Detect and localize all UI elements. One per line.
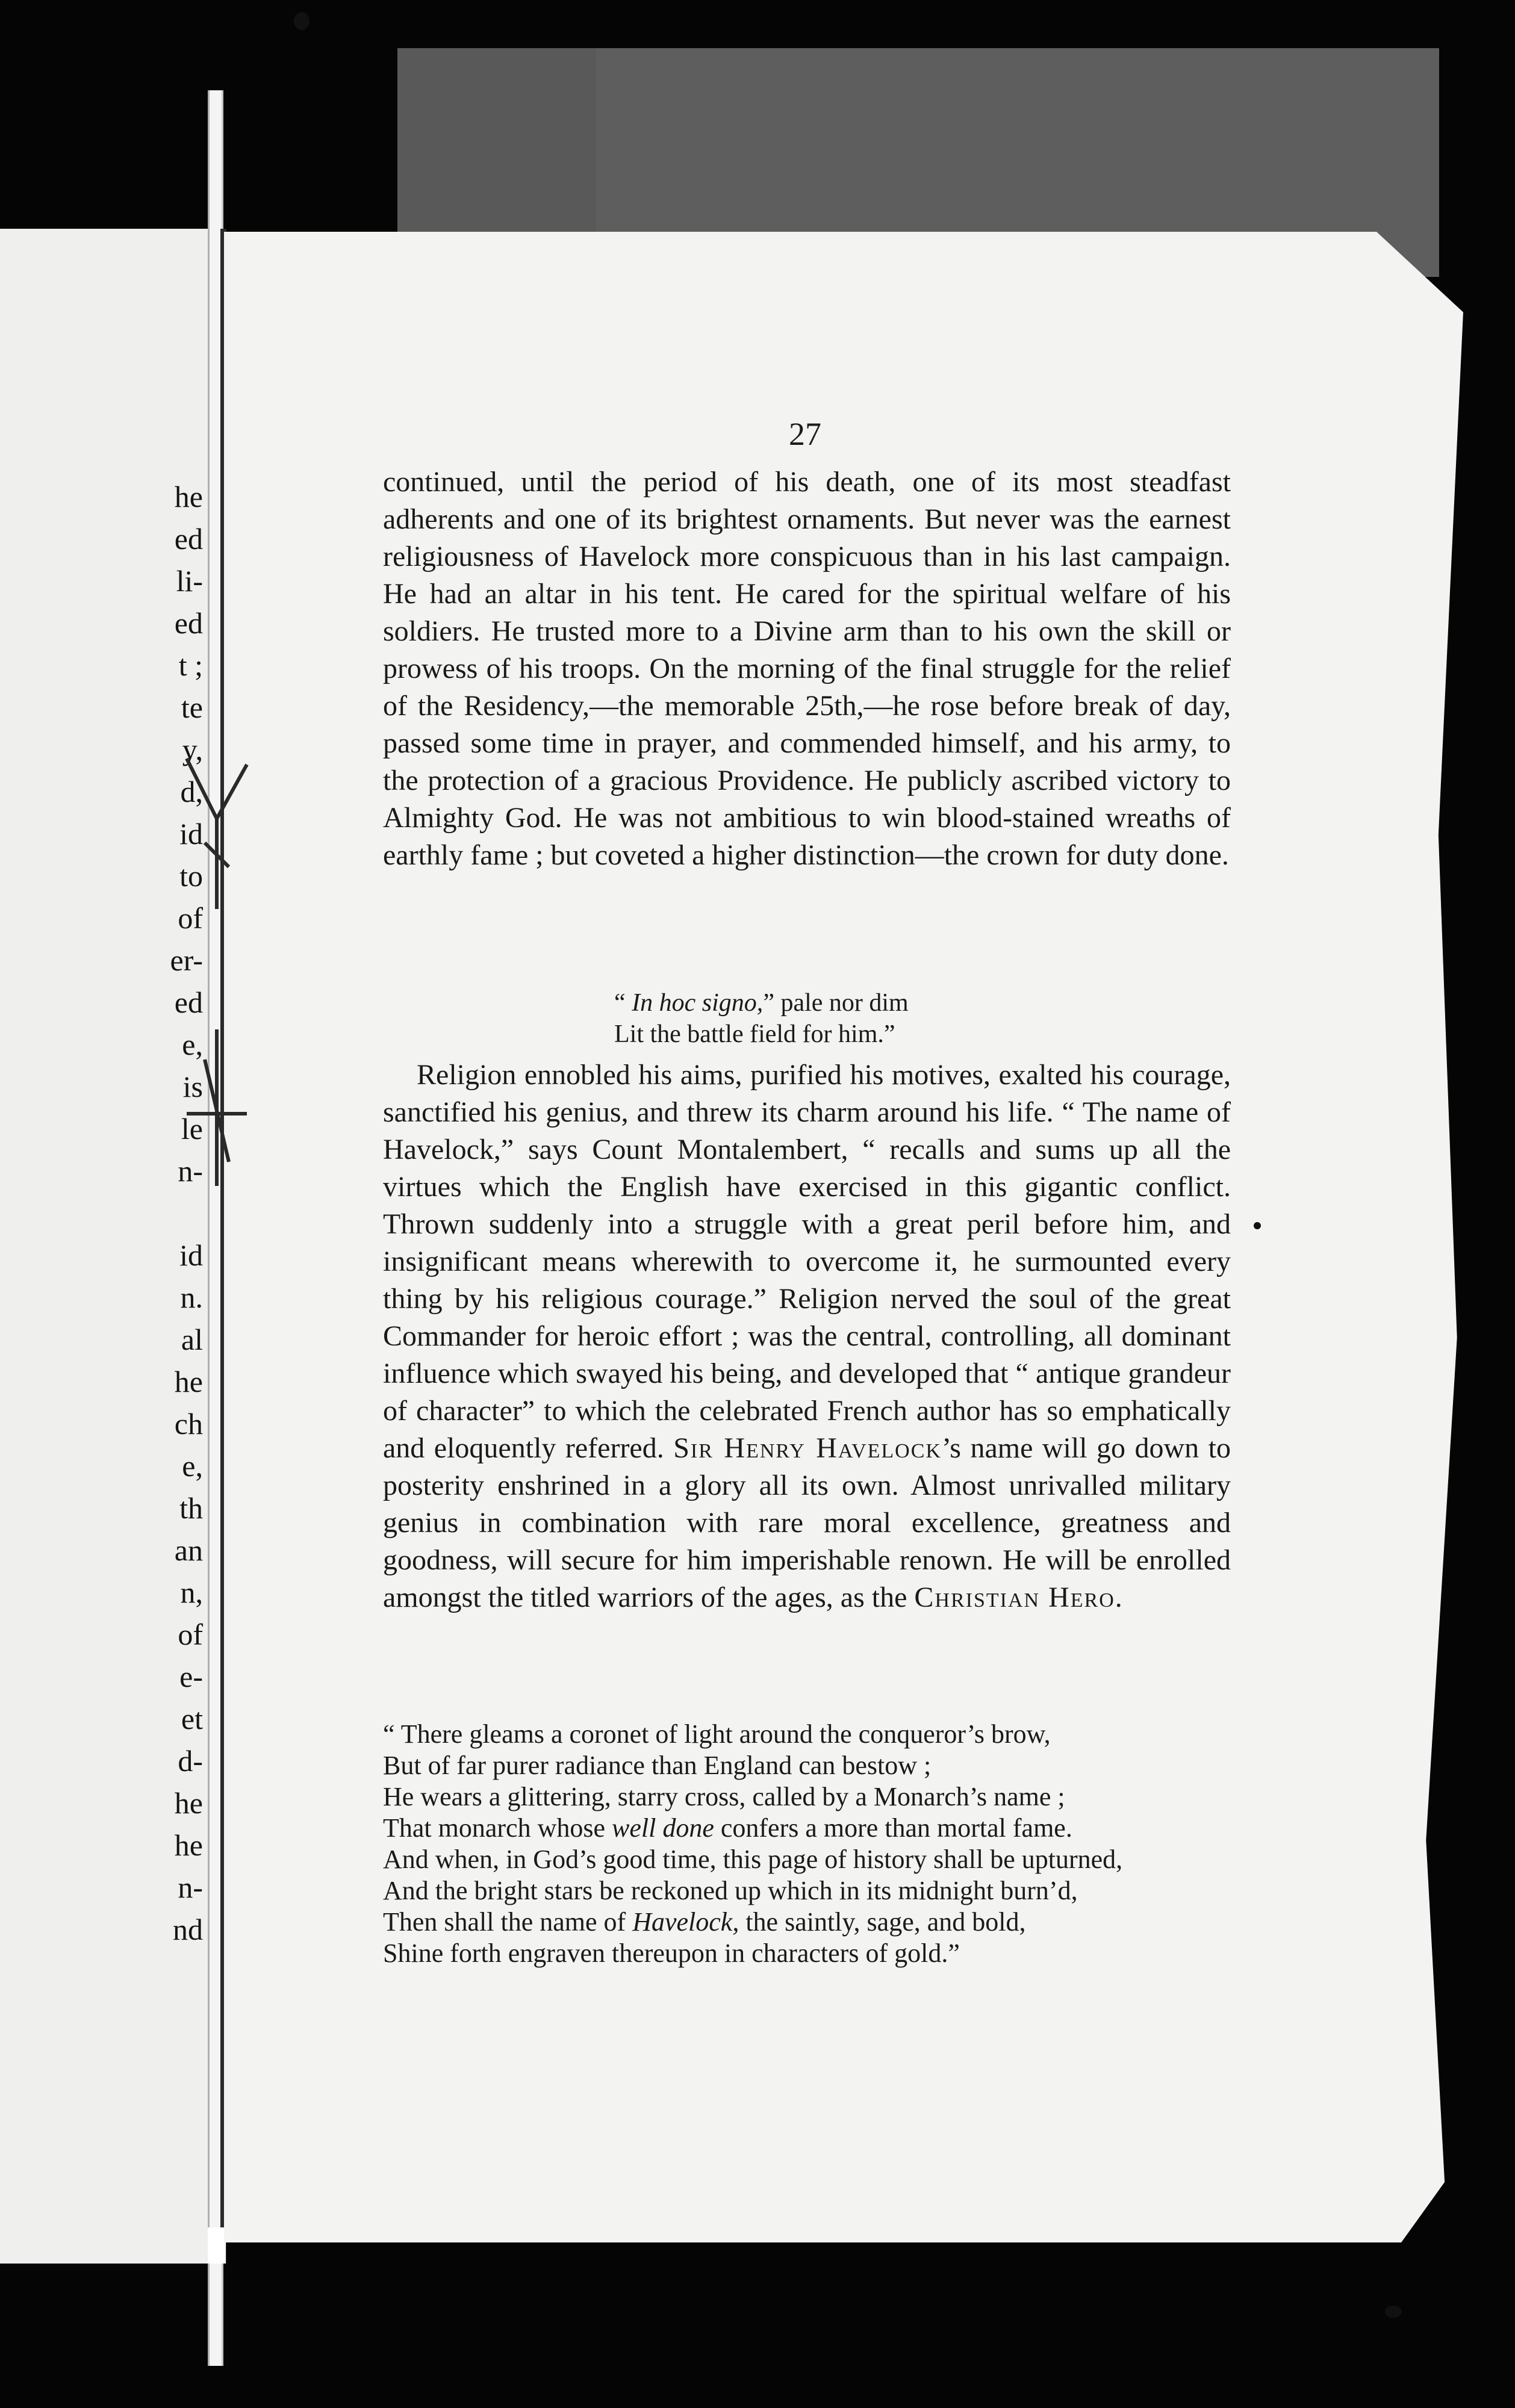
poem-line-1: “ There gleams a coronet of light around the conqueror’s brow, xyxy=(383,1719,1051,1749)
left-page-fragment: n- xyxy=(178,1870,203,1904)
left-page-fragment: n, xyxy=(180,1575,203,1609)
left-page-fragment: of xyxy=(178,1618,203,1651)
paragraph-1: continued, until the period of his death, one of its most steadfast adherents and one of its brightest ornaments. But never was the earnest religiousness of Havelock more conspicuous than in his last campaign. He had an altar in his tent. He cared for the spiritual welfare of his soldiers. He trusted more to a Divine arm than to his own the skill or prowess of his troops. On the morning of the final struggle for the relief of the Residency,—the memorable 25th,—he rose before break of day, passed some time in prayer, and commended himself, and his army, to the protection of a gracious Providence. He publicly ascribed victory to Almighty God. He was not ambitious to win blood-stained wreaths of earthly fame ; but coveted a higher distinction—the crown for duty done. xyxy=(383,466,1231,871)
left-page-fragment: he xyxy=(174,480,203,514)
left-page-fragment: of xyxy=(178,901,203,935)
scan-speck xyxy=(1385,2306,1402,2318)
poem-line-4: That monarch whose well done confers a more than mortal fame. xyxy=(383,1813,1072,1843)
left-page-fragment: al xyxy=(181,1323,203,1356)
left-page-fragment: he xyxy=(174,1365,203,1398)
left-page-fragment: y, xyxy=(182,733,203,766)
poem-line-3: He wears a glittering, starry cross, called by a Monarch’s name ; xyxy=(383,1782,1065,1811)
paragraph-2: Religion ennobled his aims, purified his motives, exalted his courage, sanctified his genius, and threw its charm around his life. “ The name of Havelock,” says Count Montalembert, “ recalls and sums up all the virtues which the English have exercised in this gigantic conflict. Thrown suddenly into a struggle with a great peril before him, and insignificant means wherewith to overcome it, he surmounted every thing by his religious courage.” Religion nerved the soul of the great Commander for heroic effort ; was the central, controlling, all dominant influence which swayed his being, and developed that “ antique grandeur of character” to which the celebrated French author has so emphatically and eloquently referred. Sir Henry Havelock’s name will go down to posterity enshrined in a glory all its own. Almost unrivalled military genius in combination with rare moral excellence, greatness and goodness, will secure for him imperishable renown. He will be enrolled amongst the titled warriors of the ages, as the Christian Hero. xyxy=(383,1059,1231,1613)
christian-hero: Christian Hero xyxy=(914,1581,1115,1613)
left-page-fragment: et xyxy=(181,1702,203,1736)
poem-line-2: But of far purer radiance than England can bestow ; xyxy=(383,1751,932,1780)
left-page-fragment: e- xyxy=(179,1660,203,1693)
left-page-fragment: d- xyxy=(178,1744,203,1778)
left-page-fragment: ed xyxy=(174,985,203,1019)
left-page-fragment: ed xyxy=(174,522,203,556)
left-page-fragment: ch xyxy=(174,1407,203,1441)
left-page-fragment: an xyxy=(174,1533,203,1567)
poem-line-7: Then shall the name of Havelock, the saintly, sage, and bold, xyxy=(383,1907,1026,1937)
closing-poem xyxy=(383,1719,1238,1969)
scan-speck xyxy=(294,12,310,30)
poem-line-8: Shine forth engraven thereupon in characters of gold.” xyxy=(383,1938,960,1968)
spine-band xyxy=(208,2227,226,2264)
page-number: 27 xyxy=(789,416,821,452)
left-page-fragment: id xyxy=(179,1238,203,1272)
scan-speck xyxy=(1254,1222,1261,1229)
left-page-fragment: he xyxy=(174,1828,203,1862)
left-page-fragment: d, xyxy=(180,775,203,808)
left-page-fragment: e, xyxy=(182,1449,203,1483)
left-page-fragment: t ; xyxy=(178,648,203,682)
left-page-fragment: le xyxy=(181,1112,203,1146)
left-page-fragment: e, xyxy=(182,1028,203,1061)
verse-epigraph-line-1: “ In hoc signo,” pale nor dim xyxy=(614,989,909,1017)
binding-stitch-middle xyxy=(181,1023,253,1192)
binding-stitch-top xyxy=(181,746,253,915)
left-page xyxy=(0,229,208,2264)
left-page-fragment: id xyxy=(179,817,203,851)
left-page-fragment: ed xyxy=(174,606,203,640)
poem-line-5: And when, in God’s good time, this page of history shall be upturned, xyxy=(383,1845,1123,1874)
left-page-fragment: er- xyxy=(170,943,203,977)
verse-epigraph-line-2: Lit the battle field for him.” xyxy=(614,1020,895,1048)
left-page-fragment: to xyxy=(179,859,203,893)
left-page-fragment: he xyxy=(174,1786,203,1820)
left-page-fragment: li- xyxy=(176,564,203,598)
left-page-fragment: n. xyxy=(180,1280,203,1314)
left-page-fragment: nd xyxy=(173,1913,203,1946)
left-page-fragment: te xyxy=(181,690,203,724)
verse-epigraph xyxy=(614,987,1036,1050)
poem-line-6: And the bright stars be reckoned up which in its midnight burn’d, xyxy=(383,1876,1078,1905)
left-page-fragment: is xyxy=(182,1070,203,1103)
name-sir-henry-havelock: Sir Henry Havelock xyxy=(673,1432,942,1464)
left-page-fragment: th xyxy=(179,1491,203,1525)
left-page-fragment: n- xyxy=(178,1154,203,1188)
